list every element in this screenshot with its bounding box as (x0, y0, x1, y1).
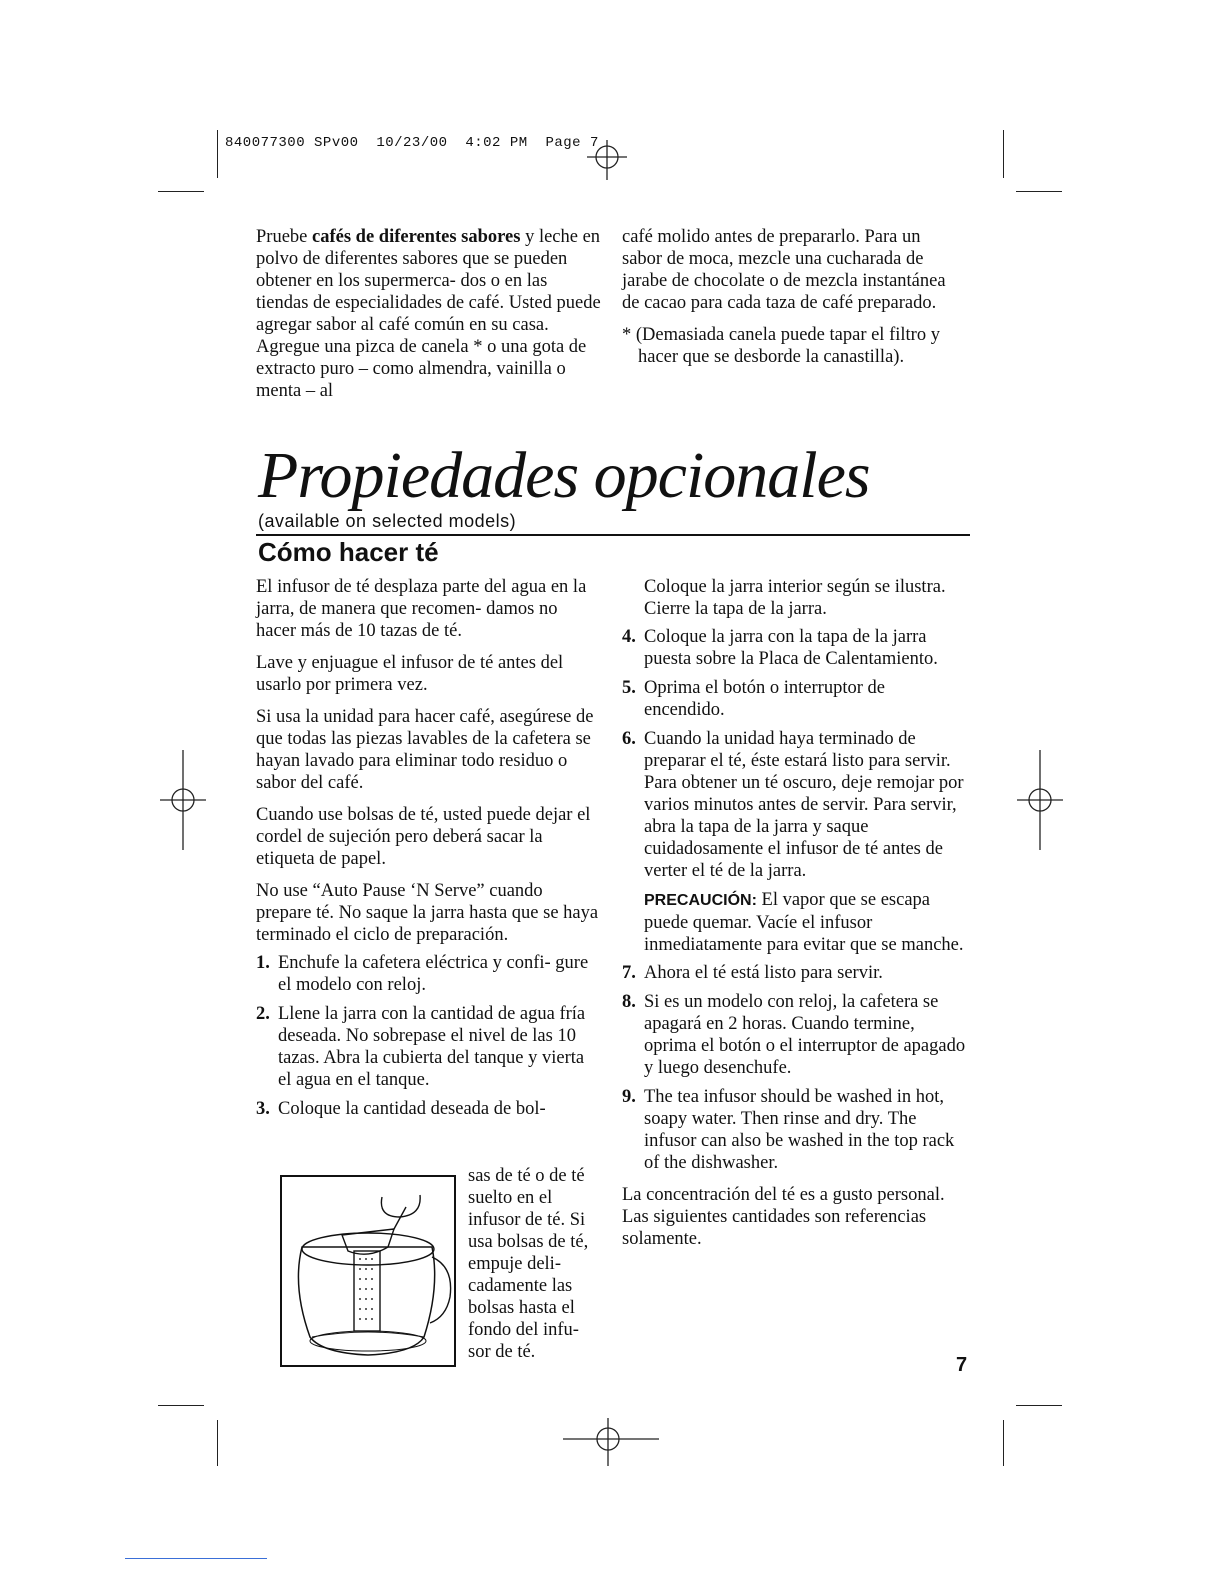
intro-right-paragraph: café molido antes de prepararlo. Para un sabor de moca, mezcle una cucharada de jarabe de chocolate o de mezcla instantánea de cacao para cada taza de café preparado. (622, 227, 946, 313)
page-subtitle: (available on selected models) (258, 511, 517, 531)
section-heading: Cómo hacer té (258, 537, 439, 567)
steps-list-right (622, 626, 970, 882)
body-paragraph: Lave y enjuague el infusor de té antes del usarlo por primera vez. (256, 653, 564, 695)
bottom-rule (125, 1558, 267, 1559)
list-item: 7. Ahora el té está listo para servir. (622, 963, 883, 983)
body-paragraph: No use “Auto Pause ‘N Serve” cuando prepare té. No saque la jarra hasta que se haya terminado el ciclo de preparación. (256, 881, 599, 945)
registration-target-bottom-icon (563, 1412, 659, 1466)
steps-list-left (256, 952, 601, 1120)
registration-target-right-icon (1015, 750, 1065, 850)
list-item: 3. Coloque la cantidad deseada de bol- (256, 1099, 546, 1119)
title-divider (256, 534, 970, 536)
list-item: 5. Oprima el botón o interruptor de encendido. (622, 678, 885, 720)
page-title: Propiedades opcionales (258, 439, 870, 512)
print-slug-line: 840077300 SPv00 10/23/00 4:02 PM Page 7 (225, 135, 599, 151)
body-paragraph: El infusor de té desplaza parte del agua en la jarra, de manera que recomen- damos no hacer más de 10 tazas de té. (256, 577, 587, 641)
page-number: 7 (956, 1354, 968, 1376)
body-paragraph: Cuando use bolsas de té, usted puede dejar el cordel de sujeción pero deberá sacar la etiqueta de papel. (256, 805, 591, 869)
step-3-wrapped-text: sas de té o de té suelto en el infusor de té. Si usa bolsas de té, empuje deli- cadamente las bolsas hasta el fondo del infu- sor de té. (468, 1166, 589, 1362)
list-item: 4. Coloque la jarra con la tapa de la jarra puesta sobre la Placa de Calentamiento. (622, 627, 938, 669)
footnote: * (Demasiada canela puede tapar el filtro y hacer que se desborde la canastilla). (622, 325, 940, 367)
registration-target-left-icon (160, 750, 210, 850)
left-column (256, 576, 601, 1120)
continuation-text: Coloque la jarra interior según se ilustra. Cierre la tapa de la jarra. (644, 577, 946, 619)
carafe-infuser-illustration (280, 1175, 456, 1367)
carafe-icon (282, 1177, 454, 1365)
list-item: 6. Cuando la unidad haya terminado de preparar el té, éste estará listo para servir. Para obtener un té oscuro, deje remojar por varios minutos antes de servir. Para servir, abra la tapa de la jarra y saque cuidadosamente el infusor de té antes de verter el té de la jarra. (622, 729, 964, 881)
closing-paragraph: La concentración del té es a gusto personal. Las siguientes cantidades son referencias solamente. (622, 1185, 945, 1249)
intro-right-column (622, 226, 957, 378)
intro-left-column (256, 226, 601, 412)
list-item: 2. Llene la jarra con la cantidad de agua fría deseada. No sobrepase el nivel de las 10 tazas. Abra la cubierta del tanque y vierta el agua en el tanque. (256, 1004, 586, 1090)
steps-list-right-2 (622, 962, 970, 1174)
body-paragraph: Si usa la unidad para hacer café, asegúrese de que todas las piezas lavables de la cafetera se hayan lavado para eliminar todo residuo o sabor del café. (256, 707, 594, 793)
list-item: 8. Si es un modelo con reloj, la cafetera se apagará en 2 horas. Cuando termine, oprima el botón o el interruptor de apagado y luego desenchufe. (622, 992, 966, 1078)
list-item: 9. The tea infusor should be washed in hot, soapy water. Then rinse and dry. The infusor can also be washed in the top rack of the dishwasher. (622, 1087, 955, 1173)
caution-note: PRECAUCIÓN: El vapor que se escapa puede quemar. Vacíe el infusor inmediatamente para evitar que se manche. (644, 890, 964, 955)
list-item: 1. Enchufe la cafetera eléctrica y confi- gure el modelo con reloj. (256, 953, 589, 995)
intro-paragraph: Pruebe cafés de diferentes sabores y leche en polvo de diferentes sabores que se pueden obtener en los supermerca- dos o en las tiendas de especialidades de café. Usted puede agregar sabor al café común en su casa. Agregue una pizca de canela * o una gota de extracto puro – como almendra, vainilla o menta – al (256, 227, 601, 401)
right-column (622, 576, 970, 1260)
